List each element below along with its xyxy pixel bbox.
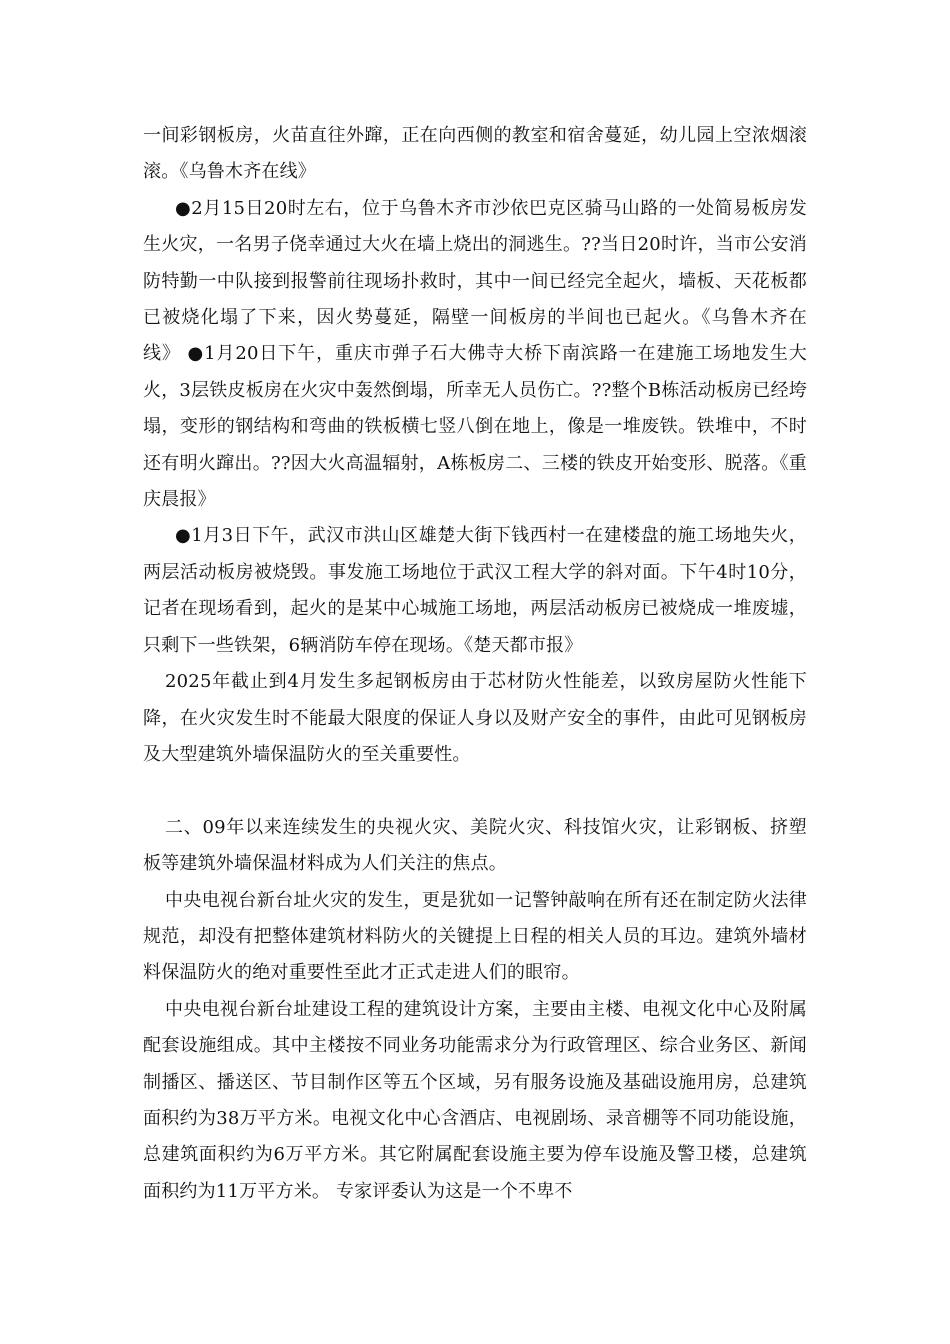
paragraph-news-wuhan: ●1月3日下午，武汉市洪山区雄楚大街下钱西村一在建楼盘的施工场地失火，两层活动板房被烧毁。事发施工场地位于武汉工程大学的斜对面。下午4时10分，记者在现场看到，起火的是某中心城施工场地，两层活动板房已被烧成一堆废墟，只剩下一些铁架，6辆消防车停在现场。《楚天都市报》 xyxy=(143,525,807,656)
paragraph-cctv-fire: 中央电视台新台址火灾的发生，更是犹如一记警钟敲响在所有还在制定防火法律规范，却没有把整体建筑材料防火的关键提上日程的相关人员的耳边。建筑外墙材料保温防火的绝对重要性至此才正式走进人们的眼帘。 xyxy=(143,889,807,984)
section-heading-two: 二、09年以来连续发生的央视火灾、美院火灾、科技馆火灾，让彩钢板、挤塑板等建筑外墙保温材料成为人们关注的焦点。 xyxy=(143,816,807,875)
paragraph-spacer xyxy=(143,773,807,809)
paragraph-continuation: 一间彩钢板房，火苗直往外蹿，正在向西侧的教室和宿舍蔓延，幼儿园上空浓烟滚滚。《乌鲁木齐在线》 xyxy=(143,125,807,183)
paragraph-cctv-design: 中央电视台新台址建设工程的建筑设计方案，主要由主楼、电视文化中心及附属配套设施组成。其中主楼按不同业务功能需求分为行政管理区、综合业务区、新闻制播区、播送区、节目制作区等五个区域，另有服务设施及基础设施用房，总建筑面积约为38万平方米。电视文化中心含酒店、电视剧场、录音棚等不同功能设施，总建筑面积约为6万平方米。其它附属配套设施主要为停车设施及警卫楼，总建筑面积约为11万平方米。 专家评委认为这是一个不卑不 xyxy=(143,998,807,1202)
paragraph-news-urumqi-chongqing: ●2月15日20时左右，位于乌鲁木齐市沙依巴克区骑马山路的一处简易板房发生火灾，一名男子侥幸通过大火在墙上烧出的洞逃生。??当日20时许，当市公安消防特勤一中队接到报警前往现场扑救时，其中一间已经完全起火，墙板、天花板都已被烧化塌了下来，因火势蔓延，隔壁一间板房的半间也已起火。《乌鲁木齐在线》 ●1月20日下午，重庆市弹子石大佛寺大桥下南滨路一在建施工场地发生大火，3层铁皮板房在火灾中轰然倒塌，所幸无人员伤亡。??整个B栋活动板房已经垮塌，变形的钢结构和弯曲的铁板横七竖八倒在地上，像是一堆废铁。铁堆中，不时还有明火蹿出。??因大火高温辐射，A栋板房二、三楼的铁皮开始变形、脱落。《重庆晨报》 xyxy=(143,197,807,511)
document-body xyxy=(143,118,807,1210)
paragraph-summary: 2025年截止到4月发生多起钢板房由于芯材防火性能差，以致房屋防火性能下降，在火灾发生时不能最大限度的保证人身以及财产安全的事件，由此可见钢板房及大型建筑外墙保温防火的至关重要性。 xyxy=(143,671,807,765)
